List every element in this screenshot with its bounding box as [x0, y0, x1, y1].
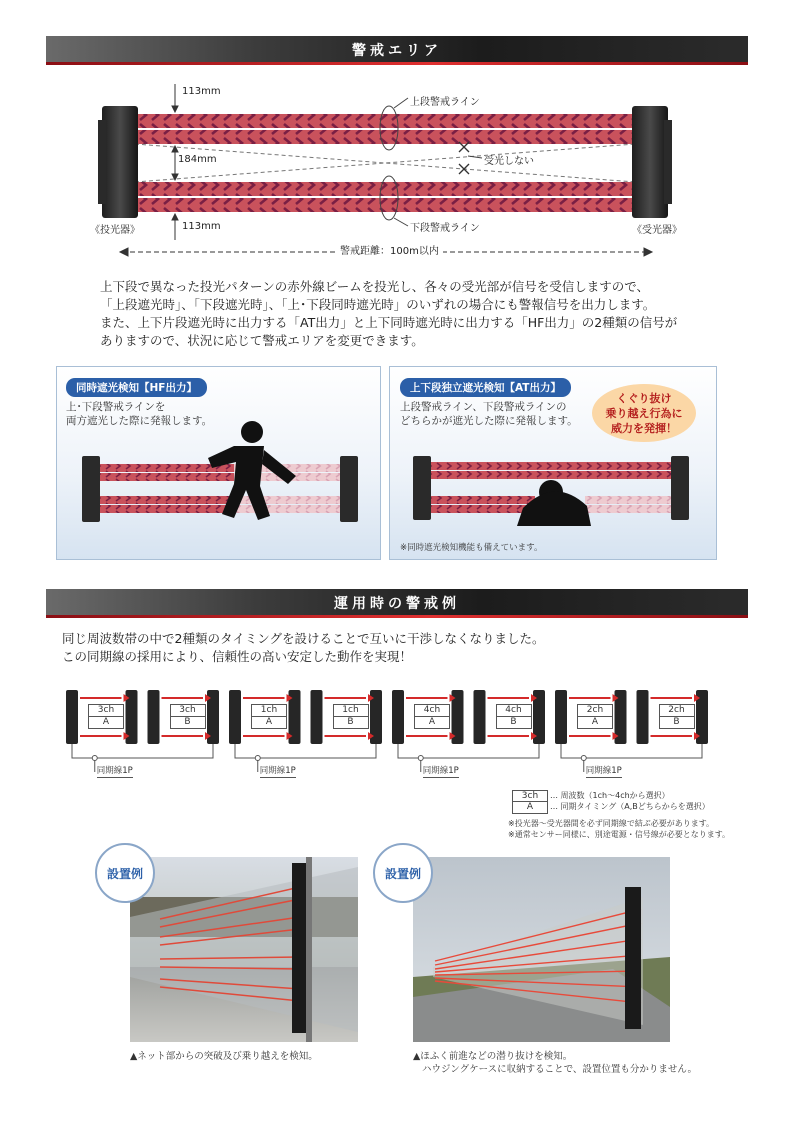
- channel-box: [88, 704, 124, 729]
- lower-line-label: 下段警戒ライン: [410, 223, 480, 234]
- channel-label: 4ch: [505, 705, 522, 715]
- photo-road-installation: [413, 857, 670, 1042]
- timing-label: B: [171, 716, 205, 728]
- lower-beam-2: [130, 198, 642, 212]
- intro-line: 同じ周波数帯の中で2種類のタイミングを設けることで互いに干渉しなくなりました。: [62, 631, 545, 646]
- channel-label: 2ch: [668, 705, 685, 715]
- desc-line: 両方遮光した際に発報します。: [66, 415, 213, 427]
- section-title: 運用時の警戒例: [334, 596, 460, 612]
- installation-example-badge: 設置例: [373, 843, 433, 903]
- description-line: ありますので、状況に応じて警戒エリアを変更できます。: [100, 333, 424, 348]
- callout-line: 乗り越え行為に: [605, 406, 683, 420]
- callout-line: くぐり抜け: [616, 391, 672, 405]
- timing-label: B: [660, 716, 694, 728]
- channel-label: 3ch: [179, 705, 196, 715]
- description-line: 「上段遮光時」、「下段遮光時」、「上･下段同時遮光時」のいずれの場合にも警報信号を出力します。: [100, 297, 656, 312]
- legend-ch-box: 3ch: [512, 790, 548, 803]
- section-header-operation-example: [46, 589, 748, 615]
- timing-label: A: [415, 716, 449, 728]
- receiver-device: [632, 106, 668, 218]
- channel-label: 3ch: [97, 705, 115, 715]
- sync-line-label: 同期線1P: [422, 766, 459, 776]
- transmitter-mount: [98, 120, 106, 204]
- timing-label: A: [578, 716, 612, 728]
- channel-label: 4ch: [423, 705, 441, 715]
- timing-label: A: [89, 716, 123, 728]
- channel-box: [170, 704, 206, 729]
- sync-line-label: 同期線1P: [96, 766, 133, 776]
- receiver-device: [340, 456, 358, 522]
- upper-beam-1: [130, 114, 642, 128]
- timing-label: B: [497, 716, 531, 728]
- section-header-security-area: [46, 36, 748, 62]
- lower-beam-1: [130, 182, 642, 196]
- timing-label: A: [252, 716, 286, 728]
- security-area-description: [100, 278, 720, 350]
- channel-label: 1ch: [342, 705, 359, 715]
- no-receive-x-icon: [459, 142, 469, 174]
- sync-note-2: ※通常センサー同様に、別途電源・信号線が必要となります。: [508, 830, 731, 839]
- channel-box: [577, 704, 613, 729]
- caption-left: ▲ネット部からの突破及び乗り越えを検知。: [130, 1051, 318, 1062]
- channel-box: [659, 704, 695, 729]
- operation-intro: [62, 630, 742, 666]
- callout-line: 威力を発揮！: [611, 421, 677, 435]
- at-illustration: [405, 446, 701, 536]
- installation-example-badge: 設置例: [95, 843, 155, 903]
- timing-label: B: [334, 716, 368, 728]
- description-line: 上下段で異なった投光パターンの赤外線ビームを投光し、各々の受光部が信号を受信しますので、: [100, 279, 650, 294]
- no-receive-label: 受光しない: [484, 156, 534, 167]
- sync-line-label: 同期線1P: [259, 766, 296, 776]
- legend-ch-desc: … 周波数（1ch〜4chから選択）: [550, 791, 670, 800]
- at-footnote: ※同時遮光検知機能も備えています。: [400, 543, 543, 553]
- upper-beam-2: [130, 130, 642, 144]
- transmitter-device: [102, 106, 138, 218]
- sync-note-1: ※投光器〜受光器間を必ず同期線で結ぶ必要があります。: [508, 819, 715, 828]
- desc-line: 上段警戒ライン、下段警戒ラインの: [400, 401, 567, 413]
- transmitter-device: [413, 456, 431, 520]
- at-output-badge: 上下段独立遮光検知【AT出力】: [400, 378, 571, 397]
- at-output-description: [400, 400, 578, 428]
- transmitter-device: [82, 456, 100, 522]
- transmitter-label: 《投光器》: [90, 225, 140, 236]
- channel-label: 2ch: [586, 705, 604, 715]
- header-accent-line: [46, 615, 748, 618]
- channel-box: [496, 704, 532, 729]
- dimension-bottom: 113mm: [182, 221, 221, 232]
- dimension-top: 113mm: [182, 86, 221, 97]
- sync-labels: [60, 686, 730, 786]
- upper-leader: [394, 98, 408, 108]
- dimension-middle: 184mm: [178, 154, 217, 165]
- desc-line: 上･下段警戒ラインを: [66, 401, 166, 413]
- channel-box: [251, 704, 287, 729]
- photo-fence-installation: [130, 857, 358, 1042]
- description-line: また、上下片段遮光時に出力する「AT出力」と上下同時遮光時に出力する「HF出力」の2種類の信号が: [100, 315, 678, 330]
- section-title: 警戒エリア: [352, 43, 442, 59]
- hf-illustration: [74, 406, 370, 526]
- caption-right-1: ▲ほふく前進などの潜り抜けを検知。: [413, 1051, 573, 1062]
- distance-label: 警戒距離：100m以内: [336, 242, 443, 257]
- legend-timing-desc: … 同期タイミング（A,Bどちらからを選択）: [550, 802, 710, 811]
- channel-box: [333, 704, 369, 729]
- lower-leader: [394, 218, 408, 226]
- sync-line-label: 同期線1P: [585, 766, 622, 776]
- legend-timing-box: A: [512, 801, 548, 814]
- hf-output-badge: 同時遮光検知【HF出力】: [66, 378, 207, 397]
- upper-line-label: 上段警戒ライン: [410, 97, 480, 108]
- desc-line: どちらかが遮光した際に発報します。: [400, 415, 578, 427]
- header-accent-line: [46, 62, 748, 65]
- receiver-device: [671, 456, 689, 520]
- receiver-mount: [664, 120, 672, 204]
- receiver-label: 《受光器》: [632, 225, 682, 236]
- channel-label: 1ch: [260, 705, 278, 715]
- callout-bubble: [592, 384, 696, 442]
- channel-box: [414, 704, 450, 729]
- caption-right-2: ハウジングケースに収納することで、設置位置も分かりません。: [422, 1064, 697, 1075]
- intro-line: この同期線の採用により、信頼性の高い安定した動作を実現！: [62, 649, 413, 664]
